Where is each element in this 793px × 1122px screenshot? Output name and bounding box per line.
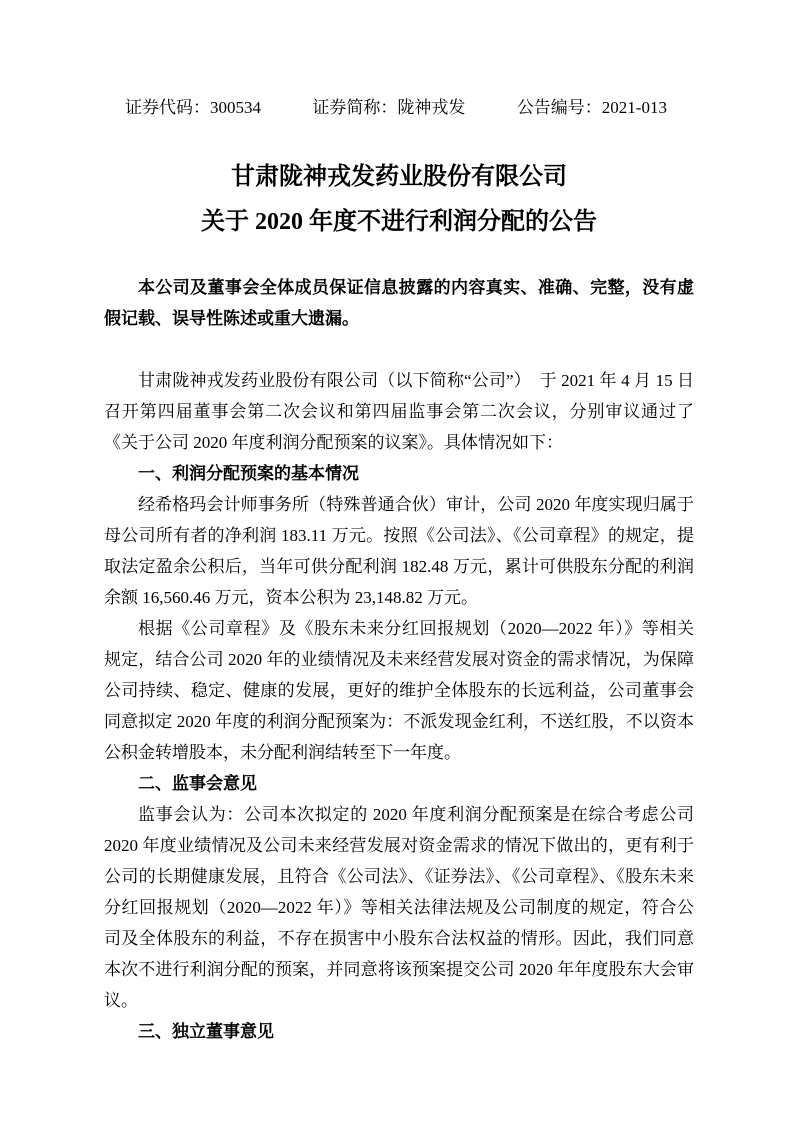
announcement-subject-title-line: 关于 2020 年度不进行利润分配的公告 [201,209,597,235]
document-body [104,365,694,1047]
section-2-heading: 二、监事会意见 [138,774,257,793]
section-2-paragraph: 监事会认为：公司本次拟定的 2020 年度利润分配预案是在综合考虑公司 2020 年度业绩情况及公司未来经营发展对资金需求的情况下做出的，更有利于公司的长期健康发展，且符合《公司法》、《证券法》、《公司章程》、《股东未来分红回报规划（2020—2022 年）》等相关法律法规及公司制度的规定，符合公司及全体股东的利益，不存在损害中小股东合法权益的情形。因此，我们同意本次不进行利润分配的预案，并同意将该预案提交公司 2020 年年度股东大会审议。 [104,805,694,1010]
section-1-paragraph-2: 根据《公司章程》及《股东未来分红回报规划（2020—2022 年）》等相关规定，结合公司 2020 年的业绩情况及未来经营发展对资金的需求情况，为保障公司持续、稳定、健康的发展，更好的维护全体股东的长远利益，公司董事会同意拟定 2020 年度的利润分配预案为：不派发现金红利，不送红股，不以资本公积金转增股本，未分配利润结转至下一年度。 [104,619,694,762]
document-title [104,155,694,245]
section-1-paragraph-1: 经希格玛会计师事务所（特殊普通合伙）审计，公司 2020 年度实现归属于母公司所有者的净利润 183.11 万元。按照《公司法》、《公司章程》的规定，提取法定盈余公积后，当年可供分配利润 182.48 万元，累计可供股东分配的利润余额 16,560.46 万元，资本公积为 23,148.82 万元。 [104,495,694,607]
stock-name: 证券简称：陇神戎发 [312,98,466,117]
document-header [104,0,694,119]
section-3-heading: 三、独立董事意见 [138,1022,274,1041]
company-name-title-line: 甘肃陇神戎发药业股份有限公司 [231,164,567,190]
announcement-number: 公告编号：2021-013 [516,98,667,117]
stock-code: 证券代码：300534 [125,98,261,117]
disclaimer-statement: 本公司及董事会全体成员保证信息披露的内容真实、准确、完整，没有虚假记载、误导性陈述或重大遗漏。 [104,278,694,328]
intro-paragraph: 甘肃陇神戎发药业股份有限公司（以下简称“公司”） 于 2021 年 4 月 15 日召开第四届董事会第二次会议和第四届监事会第二次会议，分别审议通过了《关于公司 2020 年度利润分配预案的议案》。具体情况如下： [104,371,694,452]
section-1-heading: 一、利润分配预案的基本情况 [138,464,359,483]
